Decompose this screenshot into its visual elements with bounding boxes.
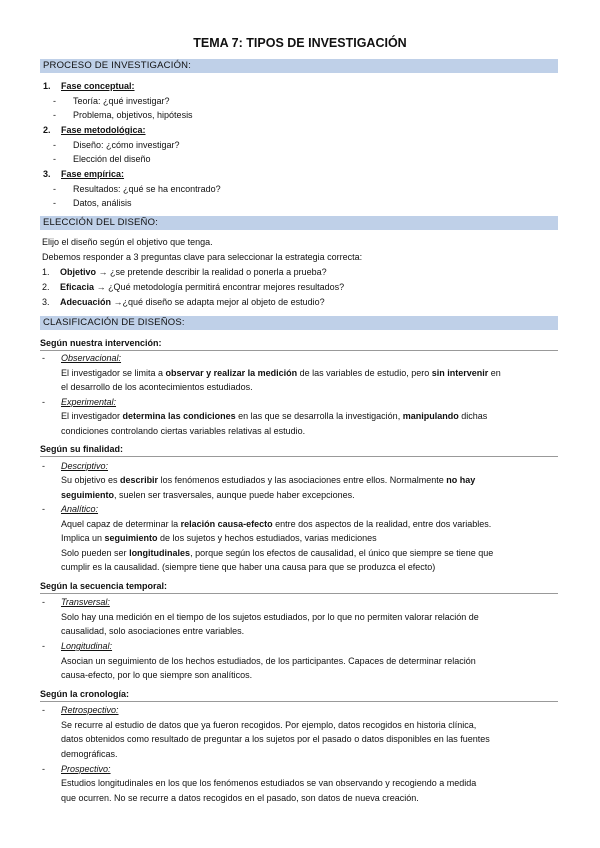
text: Solo pueden ser [61, 548, 130, 558]
type-label: Experimental: [61, 397, 117, 407]
paragraph-line: cumplir es la causalidad. (siempre tiene que haber una causa para que se produzca el efecto) [61, 562, 436, 572]
type-label: Analítico: [61, 504, 99, 514]
emphasis: relación causa-efecto [180, 519, 273, 529]
type-label: Longitudinal: [61, 641, 113, 651]
paragraph-line [61, 410, 487, 422]
text: El investigador [61, 411, 123, 421]
emphasis: sin intervenir [431, 368, 489, 378]
paragraph-line: que ocurren. No se recurre a datos recogidos en el pasado, son datos de nueva creación. [61, 793, 419, 803]
paragraph-line [61, 518, 491, 530]
text: en las que se desarrolla la investigación, [235, 411, 403, 421]
bullet-dash: - [42, 353, 45, 363]
list-number: 1. [43, 81, 51, 91]
text: Aquel capaz de determinar la [61, 519, 181, 529]
text: Su objetivo es [61, 475, 121, 485]
subsection-heading: Según la cronología: [40, 688, 558, 702]
text: Implica un [61, 533, 105, 543]
emphasis: longitudinales [129, 548, 191, 558]
paragraph-line [61, 474, 475, 486]
question-text: → ¿Qué metodología permitirá encontrar mejores resultados? [94, 282, 345, 292]
list-number: 2. [43, 125, 51, 135]
bullet-dash: - [42, 504, 45, 514]
numbered-question [42, 281, 344, 293]
paragraph-line: Elijo el diseño según el objetivo que tenga. [42, 237, 213, 247]
paragraph-line: Solo hay una medición en el tiempo de los sujetos estudiados, por lo que no permiten valorar relación de [61, 612, 479, 622]
list-item: Elección del diseño [73, 154, 151, 164]
question-text: → ¿se pretende describir la realidad o ponerla a prueba? [96, 267, 327, 277]
numbered-question [42, 296, 325, 308]
text: entre dos aspectos de la realidad, entre dos variables. [272, 519, 492, 529]
text: dichas [458, 411, 488, 421]
section-header-clasificacion: CLASIFICACIÓN DE DISEÑOS: [40, 316, 558, 330]
bullet-dash: - [53, 184, 56, 194]
emphasis: observar y realizar la medición [165, 368, 298, 378]
question-text: →¿qué diseño se adapta mejor al objeto de estudio? [111, 297, 325, 307]
paragraph-line: causa-efecto, por lo que siempre son analíticos. [61, 670, 253, 680]
type-label: Prospectivo: [61, 764, 111, 774]
bullet-dash: - [53, 198, 56, 208]
list-item: Problema, objetivos, hipótesis [73, 110, 193, 120]
text: de las variables de estudio, pero [297, 368, 432, 378]
list-number: 1. [42, 267, 50, 277]
emphasis: determina las condiciones [122, 411, 236, 421]
bullet-dash: - [42, 597, 45, 607]
paragraph-line: Asocian un seguimiento de los hechos estudiados, de los participantes. Capaces de determinar relación [61, 656, 476, 666]
emphasis: describir [120, 475, 159, 485]
paragraph-line: Debemos responder a 3 preguntas clave para seleccionar la estrategia correcta: [42, 252, 363, 262]
paragraph-line [61, 532, 377, 544]
type-label: Transversal: [61, 597, 110, 607]
paragraph-line: condiciones controlando ciertas variables relativas al estudio. [61, 426, 306, 436]
text: , suelen ser trasversales, aunque puede haber excepciones. [114, 490, 355, 500]
list-item: Diseño: ¿cómo investigar? [73, 140, 180, 150]
paragraph-line: el desarrollo de los acontecimientos estudiados. [61, 382, 253, 392]
paragraph-line [61, 489, 355, 501]
paragraph-line: causalidad, solo asociaciones entre variables. [61, 626, 245, 636]
bullet-dash: - [53, 154, 56, 164]
key-term: Adecuación [60, 297, 112, 307]
bullet-dash: - [42, 461, 45, 471]
list-number: 3. [43, 169, 51, 179]
emphasis: seguimiento [104, 533, 158, 543]
list-item: Resultados: ¿qué se ha encontrado? [73, 184, 221, 194]
type-label: Descriptivo: [61, 461, 109, 471]
paragraph-line: demográficas. [61, 749, 118, 759]
text: , porque según los efectos de causalidad, el único que siempre se tiene que [190, 548, 494, 558]
list-item: Teoría: ¿qué investigar? [73, 96, 170, 106]
phase-heading: Fase empírica: [61, 169, 125, 179]
bullet-dash: - [42, 397, 45, 407]
list-number: 2. [42, 282, 50, 292]
bullet-dash: - [42, 705, 45, 715]
text: El investigador se limita a [61, 368, 166, 378]
emphasis: no hay [446, 475, 476, 485]
bullet-dash: - [53, 110, 56, 120]
bullet-dash: - [42, 641, 45, 651]
paragraph-line: Se recurre al estudio de datos que ya fueron recogidos. Por ejemplo, datos recogidos en historia clínica, [61, 720, 477, 730]
emphasis: manipulando [402, 411, 459, 421]
bullet-dash: - [53, 96, 56, 106]
paragraph-line [61, 367, 501, 379]
key-term: Eficacia [60, 282, 95, 292]
paragraph-line: datos obtenidos como resultado de preguntar a los sujetos por el pasado o datos disponibles en las fuentes [61, 734, 490, 744]
section-header-eleccion: ELECCIÓN DEL DISEÑO: [40, 216, 558, 230]
section-header-proceso: PROCESO DE INVESTIGACIÓN: [40, 59, 558, 73]
key-term: Objetivo [60, 267, 97, 277]
type-label: Observacional: [61, 353, 122, 363]
subsection-heading: Según la secuencia temporal: [40, 580, 558, 594]
page-title: TEMA 7: TIPOS DE INVESTIGACIÓN [193, 36, 407, 50]
bullet-dash: - [53, 140, 56, 150]
text: de los sujetos y hechos estudiados, varias mediciones [157, 533, 377, 543]
emphasis: seguimiento [61, 490, 115, 500]
phase-heading: Fase conceptual: [61, 81, 135, 91]
text: en [488, 368, 501, 378]
text: los fenómenos estudiados y las asociaciones entre ellos. Normalmente [158, 475, 447, 485]
numbered-question [42, 266, 327, 278]
subsection-heading: Según nuestra intervención: [40, 337, 558, 351]
phase-heading: Fase metodológica: [61, 125, 146, 135]
paragraph-line [61, 547, 493, 559]
type-label: Retrospectivo: [61, 705, 119, 715]
list-item: Datos, análisis [73, 198, 132, 208]
list-number: 3. [42, 297, 50, 307]
bullet-dash: - [42, 764, 45, 774]
paragraph-line: Estudios longitudinales en los que los fenómenos estudiados se van observando y recogiendo a medida [61, 778, 477, 788]
subsection-heading: Según su finalidad: [40, 443, 558, 457]
